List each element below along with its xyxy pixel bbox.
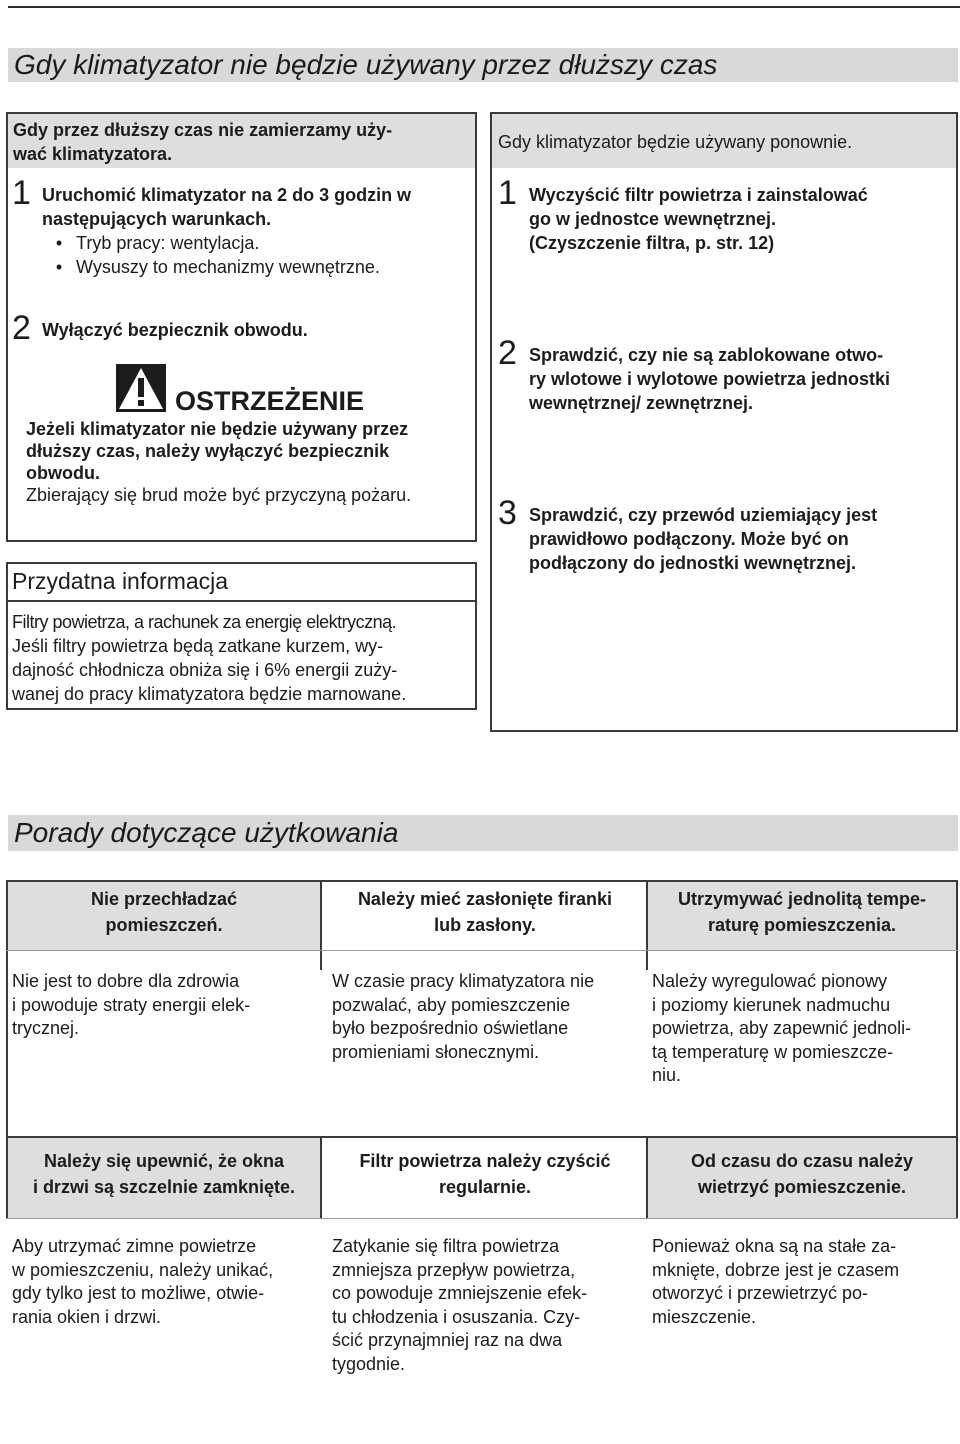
bullet-icon: •: [55, 233, 63, 253]
info-text: Filtry powietrza, a rachunek za energię elektryczną. Jeśli filtry powietrza będą zatkane kurzem, wy- dajność chłodnicza obniża się i 6% energii zuży- wanej do pracy klimatyzatora będzie marnowane.: [12, 612, 407, 704]
tip-text: W czasie pracy klimatyzatora nie pozwalać, aby pomieszczenie było bezpośrednio oświetlane promieniami słonecznymi.: [332, 971, 595, 1062]
warning-title: OSTRZEŻENIE: [175, 386, 365, 416]
section-title-long-storage: Gdy klimatyzator nie będzie używany przez dłuższy czas: [8, 48, 958, 82]
warning-text: Jeżeli klimatyzator nie będzie używany przez dłuższy czas, należy wyłączyć bezpiecznik obwodu. Zbierający się brud może być przyczyną pożaru.: [26, 419, 412, 505]
tip-text: Aby utrzymać zimne powietrze w pomieszczeniu, należy unikać, gdy tylko jest to możliwe, otwie- rania okien i drzwi.: [12, 1236, 274, 1327]
right-step1-text: Wyczyścić filtr powietrza i zainstalować go w jednostce wewnętrznej. (Czyszczenie filtra, p. str. 12): [529, 185, 868, 253]
tip-title: Nie przechładzać pomieszczeń.: [90, 889, 238, 935]
right-reuse-header: Gdy klimatyzator będzie używany ponownie.: [498, 132, 853, 152]
tip-title: Należy mieć zasłonięte firanki lub zasłony.: [357, 889, 613, 935]
left-storage-header: Gdy przez dłuższy czas nie zamierzamy uży- wać klimatyzatora.: [13, 120, 393, 164]
right-step3-text: Sprawdzić, czy przewód uziemiający jest prawidłowo podłączony. Może być on podłączony do jednostki wewnętrznej.: [529, 505, 878, 573]
step2-text: Wyłączyć bezpiecznik obwodu.: [42, 320, 308, 340]
step-number: 1: [12, 174, 31, 212]
bullet-item: • Wysuszy to mechanizmy wewnętrzne.: [42, 255, 474, 279]
bullet-icon: •: [55, 257, 63, 277]
step-number: 1: [498, 174, 517, 212]
tip-text: Zatykanie się filtra powietrza zmniejsza przepływ powietrza, co powoduje zmniejszenie efek- tu chłodzenia i osuszania. Czy- ścić przynajmniej raz na dwa tygodnie.: [332, 1236, 588, 1374]
tip-text: Ponieważ okna są na stałe za- mknięte, dobrze jest je czasem otworzyć i przewietrzyć po- mieszczenie.: [652, 1236, 900, 1327]
step-number: 2: [12, 309, 31, 347]
step1-text: Uruchomić klimatyzator na 2 do 3 godzin w następujących warunkach. • Tryb pracy: wentylacja. • Wysuszy to mechanizmy wewnętrzne.: [42, 183, 474, 279]
tip-title: Od czasu do czasu należy wietrzyć pomieszczenie.: [690, 1151, 914, 1197]
tip-text: Należy wyregulować pionowy i poziomy kierunek nadmuchu powietrza, aby zapewnić jednoli- tą temperaturę w pomieszcze- niu.: [652, 971, 912, 1085]
bullet-item: • Tryb pracy: wentylacja.: [42, 231, 474, 255]
tip-title: Filtr powietrza należy czyścić regularnie.: [359, 1151, 611, 1197]
right-step2-text: Sprawdzić, czy nie są zablokowane otwo- ry wlotowe i wylotowe powietrza jednostki wewnętrznej/ zewnętrznej.: [529, 345, 891, 413]
section-title-usage-tips: Porady dotyczące użytkowania: [8, 815, 958, 851]
step-number: 2: [498, 334, 517, 372]
tip-title: Utrzymywać jednolitą tempe- raturę pomieszczenia.: [677, 889, 927, 935]
step-number: 3: [498, 494, 517, 532]
tip-text: Nie jest to dobre dla zdrowia i powoduje straty energii elek- trycznej.: [12, 971, 251, 1038]
tip-title: Należy się upewnić, że okna i drzwi są szczelnie zamknięte.: [32, 1151, 296, 1197]
info-title: Przydatna informacja: [12, 568, 229, 594]
divider: [8, 600, 475, 602]
top-rule: [8, 6, 960, 8]
warning-triangle-icon: [116, 364, 166, 412]
